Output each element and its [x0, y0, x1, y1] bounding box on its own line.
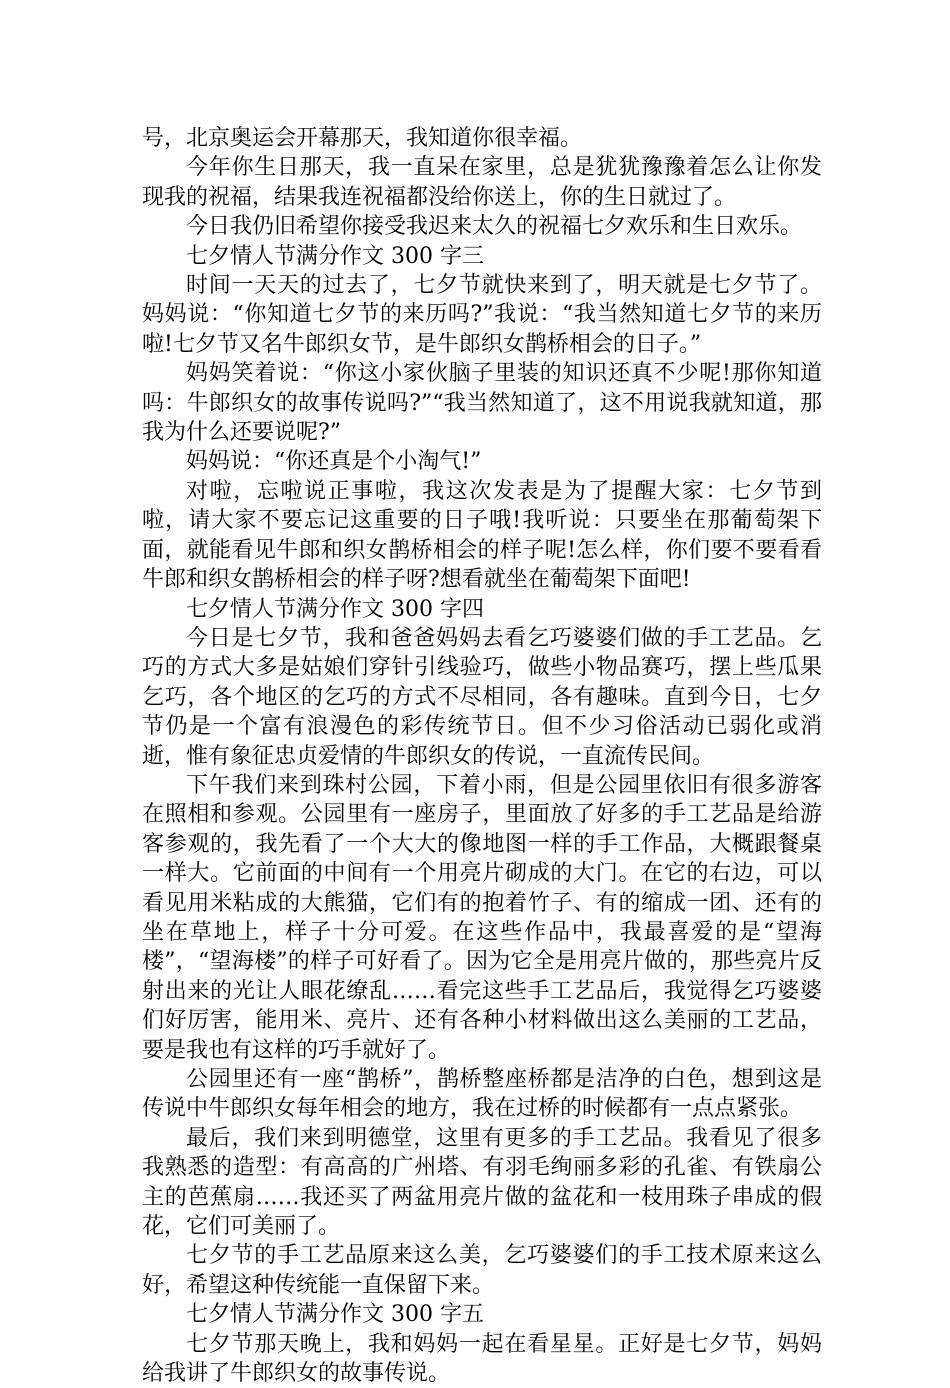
paragraph: 今日是七夕节，我和爸爸妈妈去看乞巧婆婆们做的手工艺品。乞巧的方式大多是姑娘们穿针引线验巧，做些小物品赛巧，摆上些瓜果乞巧，各个地区的乞巧的方式不尽相同，各有趣味。直到今日，七夕节仍是一个富有浪漫色的彩传统节日。但不少习俗活动已弱化或消逝，惟有象征忠贞爱情的牛郎织女的传说，一直流传民间。: [142, 625, 822, 769]
paragraph: 对啦，忘啦说正事啦，我这次发表是为了提醒大家：七夕节到啦，请大家不要忘记这重要的日子哦!我听说：只要坐在那葡萄架下面，就能看见牛郎和织女鹊桥相会的样子呢!怎么样，你们要不要看看牛郎和织女鹊桥相会的样子呀?想看就坐在葡萄架下面吧!: [142, 478, 822, 593]
paragraph: 最后，我们来到明德堂，这里有更多的手工艺品。我看见了很多我熟悉的造型：有高高的广州塔、有羽毛绚丽多彩的孔雀、有铁扇公主的芭蕉扇……我还买了两盆用亮片做的盆花和一枝用珠子串成的假花，它们可美丽了。: [142, 1125, 822, 1240]
paragraph: 妈妈说：“你还真是个小淘气!”: [186, 449, 482, 475]
paragraph: 七夕节那天晚上，我和妈妈一起在看星星。正好是七夕节，妈妈给我讲了牛郎织女的故事传说。: [142, 1331, 822, 1387]
paragraph: 今年你生日那天，我一直呆在家里，总是犹犹豫豫着怎么让你发现我的祝福，结果我连祝福都没给你送上，你的生日就过了。: [142, 155, 822, 210]
paragraph: 公园里还有一座“鹊桥”，鹊桥整座桥都是洁净的白色，想到这是传说中牛郎织女每年相会的地方，我在过桥的时候都有一点点紧张。: [142, 1067, 822, 1122]
paragraph: 七夕节的手工艺品原来这么美，乞巧婆婆们的手工技术原来这么好，希望这种传统能一直保留下来。: [142, 1243, 822, 1298]
paragraph: 时间一天天的过去了，七夕节就快来到了，明天就是七夕节了。妈妈说：“你知道七夕节的来历吗?”我说：“我当然知道七夕节的来历啦!七夕节又名牛郎织女节，是牛郎织女鹊桥相会的日子。”: [142, 273, 822, 357]
section-heading: 七夕情人节满分作文 300 字三: [186, 243, 484, 269]
section-heading: 七夕情人节满分作文 300 字五: [186, 1302, 484, 1328]
paragraph: 妈妈笑着说：“你这小家伙脑子里装的知识还真不少呢!那你知道吗：牛郎织女的故事传说吗?”“我当然知道了，这不用说我就知道，那我为什么还要说呢?”: [142, 361, 822, 446]
document-page: [142, 124, 822, 1388]
paragraph: 下午我们来到珠村公园，下着小雨，但是公园里依旧有很多游客在照相和参观。公园里有一座房子，里面放了好多的手工艺品是给游客参观的，我先看了一个大大的像地图一样的手工作品，大概跟餐桌一样大。它前面的中间有一个用亮片砌成的大门。在它的右边，可以看见用米粘成的大熊猫，它们有的抱着竹子、有的缩成一团、还有的坐在草地上，样子十分可爱。在这些作品中，我最喜爱的是“望海楼”，“望海楼”的样子可好看了。因为它全是用亮片做的，那些亮片反射出来的光让人眼花缭乱……看完这些手工艺品后，我觉得乞巧婆婆们好厉害，能用米、亮片、还有各种小材料做出这么美丽的工艺品，要是我也有这样的巧手就好了。: [142, 772, 822, 1063]
paragraph-continuation: 号，北京奥运会开幕那天，我知道你很幸福。: [142, 126, 583, 151]
paragraph: 今日我仍旧希望你接受我迟来太久的祝福七夕欢乐和生日欢乐。: [186, 214, 803, 240]
section-heading: 七夕情人节满分作文 300 字四: [186, 596, 484, 622]
